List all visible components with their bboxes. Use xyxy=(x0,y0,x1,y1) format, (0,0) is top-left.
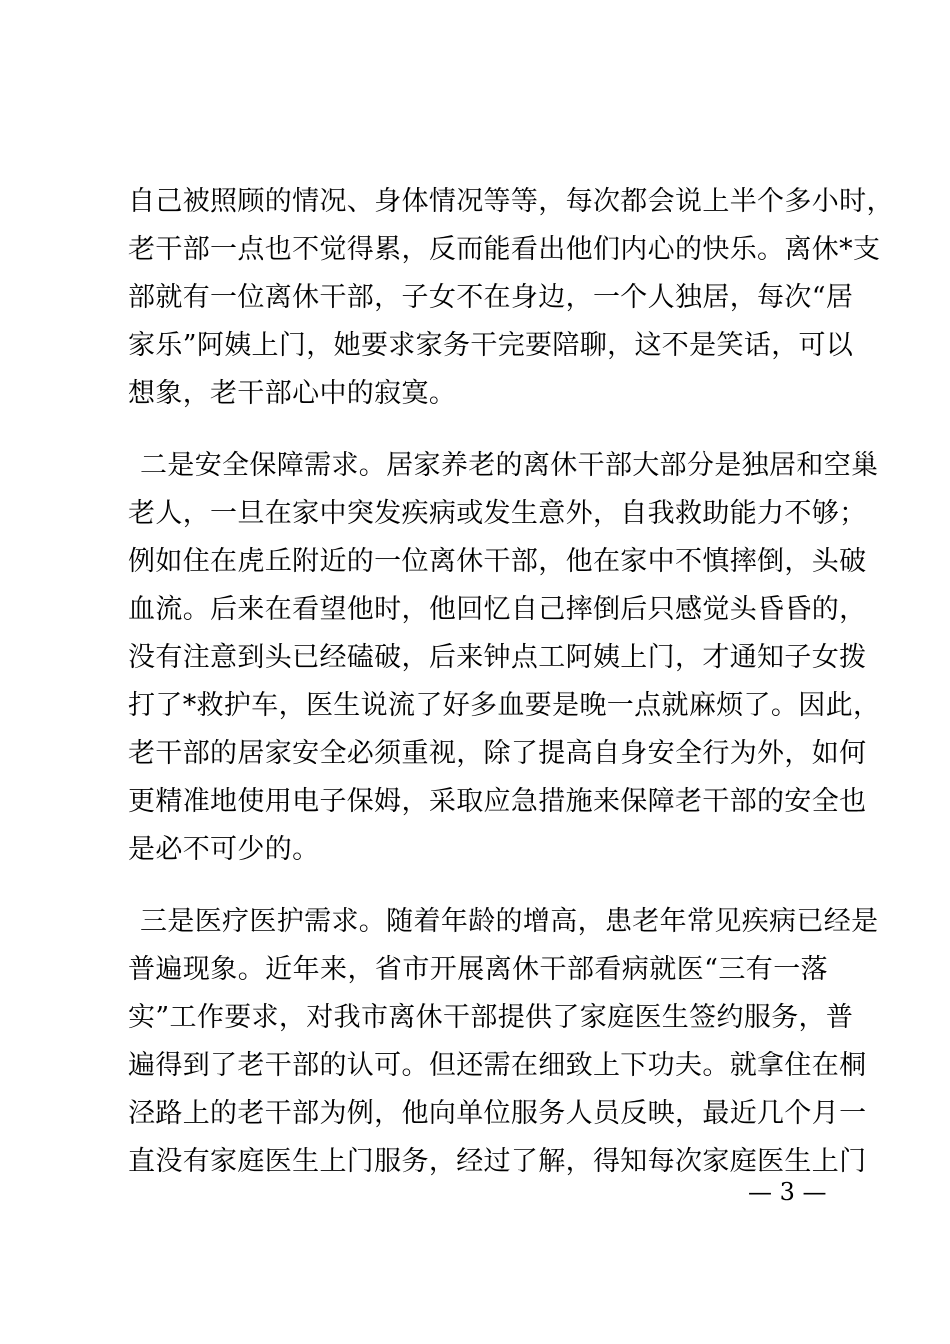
paragraph-1-line-1: 自己被照顾的情况、身体情况等等，每次都会说上半个多小时， xyxy=(128,186,894,217)
paragraph-2-line-9: 是必不可少的。 xyxy=(128,834,320,865)
paragraph-3-line-6: 直没有家庭医生上门服务，经过了解，得知每次家庭医生上门 xyxy=(128,1146,867,1177)
paragraph-1-line-4: 家乐”阿姨上门，她要求家务干完要陪聊，这不是笑话，可以 xyxy=(128,330,854,361)
paragraph-2-line-6: 打了*救护车，医生说流了好多血要是晚一点就麻烦了。因此， xyxy=(128,690,881,721)
paragraph-1-line-2: 老干部一点也不觉得累，反而能看出他们内心的快乐。离休*支 xyxy=(128,234,881,265)
paragraph-2-line-4: 血流。后来在看望他时，他回忆自己摔倒后只感觉头昏昏的， xyxy=(128,594,867,625)
paragraph-2-line-3: 例如住在虎丘附近的一位离休干部，他在家中不慎摔倒，头破 xyxy=(128,546,867,577)
paragraph-2-line-5: 没有注意到头已经磕破，后来钟点工阿姨上门，才通知子女拨 xyxy=(128,642,867,673)
paragraph-2-line-7: 老干部的居家安全必须重视，除了提高自身安全行为外，如何 xyxy=(128,738,867,769)
paragraph-3-line-4: 遍得到了老干部的认可。但还需在细致上下功夫。就拿住在桐 xyxy=(128,1050,867,1081)
page-number: — 3 — xyxy=(748,1178,827,1206)
paragraph-2-line-8: 更精准地使用电子保姆，采取应急措施来保障老干部的安全也 xyxy=(128,786,867,817)
paragraph-1-line-5: 想象，老干部心中的寂寞。 xyxy=(128,378,457,409)
paragraph-3-line-3: 实”工作要求，对我市离休干部提供了家庭医生签约服务，普 xyxy=(128,1002,854,1033)
paragraph-3-line-2: 普遍现象。近年来，省市开展离休干部看病就医“三有一落 xyxy=(128,954,828,985)
paragraph-2-line-1: 二是安全保障需求。居家养老的离休干部大部分是独居和空巢 xyxy=(140,450,879,481)
paragraph-2-line-2: 老人，一旦在家中突发疾病或发生意外，自我救助能力不够； xyxy=(128,498,867,529)
paragraph-3-line-5: 泾路上的老干部为例，他向单位服务人员反映，最近几个月一 xyxy=(128,1098,867,1129)
paragraph-1-line-3: 部就有一位离休干部，子女不在身边，一个人独居，每次“居 xyxy=(128,282,854,313)
paragraph-3-line-1: 三是医疗医护需求。随着年龄的增高，患老年常见疾病已经是 xyxy=(140,906,879,937)
